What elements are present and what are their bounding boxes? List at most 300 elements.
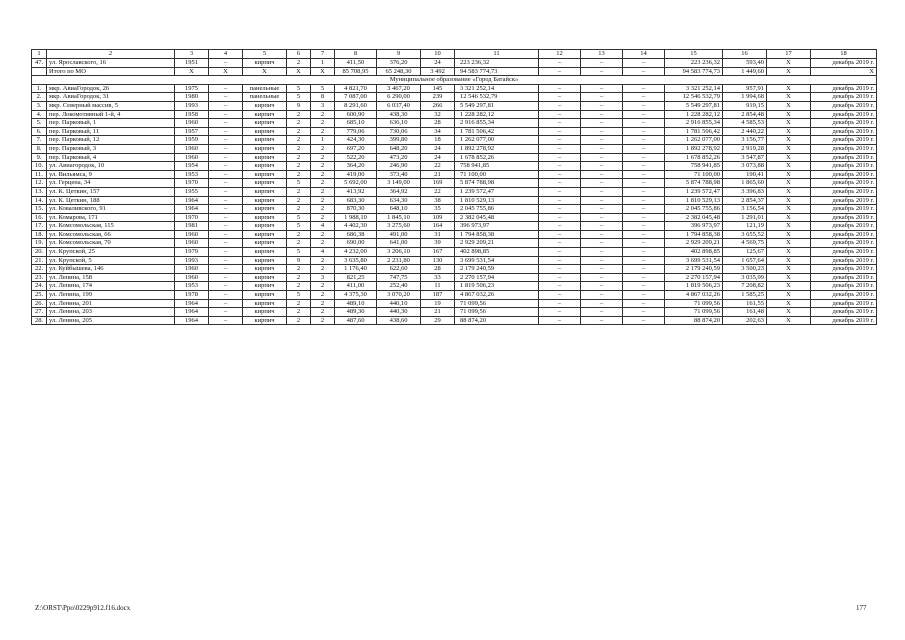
table-cell: мкр. Северный массив, 5 [47, 101, 175, 110]
table-cell: X [767, 110, 811, 119]
table-cell: декабрь 2019 г. [811, 205, 877, 214]
table-cell: – [581, 84, 623, 93]
table-cell: 411,00 [335, 282, 377, 291]
table-cell: X [767, 170, 811, 179]
table-cell: 2 854,48 [723, 110, 767, 119]
table-cell: 4 [311, 248, 335, 257]
table-cell: 522,20 [335, 153, 377, 162]
table-cell: – [623, 153, 665, 162]
table-cell: – [209, 222, 243, 231]
table-cell: 1960 [175, 273, 209, 282]
table-cell: декабрь 2019 г. [811, 170, 877, 179]
table-cell: – [581, 110, 623, 119]
table-cell: 33 [421, 273, 455, 282]
table-cell: 4 375,30 [335, 291, 377, 300]
table-cell: 2 [287, 316, 311, 325]
table-cell: 2 [287, 170, 311, 179]
table-cell: – [623, 196, 665, 205]
table-cell: – [623, 110, 665, 119]
table-cell: 424,30 [335, 136, 377, 145]
table-cell: 1 239 572,47 [665, 187, 723, 196]
table-cell: – [581, 299, 623, 308]
table-cell: – [539, 59, 581, 68]
table-row [32, 187, 877, 196]
table-cell: – [581, 273, 623, 282]
table-cell: 957,91 [723, 84, 767, 93]
table-cell: 2 [287, 265, 311, 274]
table-cell: 1 819 506,23 [665, 282, 723, 291]
table-cell: 1 262 077,00 [665, 136, 723, 145]
table-cell: 1 239 572,47 [455, 187, 539, 196]
table-cell: – [581, 239, 623, 248]
table-row [32, 282, 877, 291]
page-number: 177 [856, 604, 867, 612]
table-cell: – [581, 222, 623, 231]
table-cell: 26. [32, 299, 47, 308]
table-cell: кирпич [243, 265, 287, 274]
table-cell: 1 819 506,23 [455, 282, 539, 291]
table-cell: 373,40 [377, 170, 421, 179]
table-cell: декабрь 2019 г. [811, 230, 877, 239]
table-cell: 5 [287, 248, 311, 257]
table-cell: 473,20 [377, 153, 421, 162]
table-cell: 2 [311, 170, 335, 179]
table-cell: 1960 [175, 230, 209, 239]
table-cell: – [623, 84, 665, 93]
table-cell: – [623, 239, 665, 248]
table-cell: ул. К. Цеткин, 188 [47, 196, 175, 205]
table-row [32, 265, 877, 274]
table-cell: 6 [287, 50, 311, 59]
footer-file-path: Z:\ORST\Ppo\0229p912.f16.docx [35, 604, 131, 612]
table-cell: 396 973,97 [455, 222, 539, 231]
table-cell: – [581, 144, 623, 153]
table-cell: 4 402,30 [335, 222, 377, 231]
table-cell: – [539, 222, 581, 231]
table-cell: кирпич [243, 222, 287, 231]
table-row [32, 110, 877, 119]
table-cell: – [209, 265, 243, 274]
table-cell: 690,00 [335, 239, 377, 248]
table-cell: 697,20 [335, 144, 377, 153]
table-cell: 2 929 209,21 [665, 239, 723, 248]
table-cell: 402 898,85 [665, 248, 723, 257]
table-cell: кирпич [243, 256, 287, 265]
table-cell: 396 973,97 [665, 222, 723, 231]
table-cell: – [581, 59, 623, 68]
table-cell: – [623, 308, 665, 317]
table-cell: X [175, 67, 209, 76]
table-cell: X [767, 248, 811, 257]
table-cell: X [767, 316, 811, 325]
table-cell: – [539, 110, 581, 119]
table-cell: – [209, 119, 243, 128]
table-cell: – [209, 230, 243, 239]
table-cell: – [623, 222, 665, 231]
table-cell: – [539, 187, 581, 196]
table-cell: 125,67 [723, 248, 767, 257]
table-cell: 5 874 788,98 [665, 179, 723, 188]
table-cell: кирпич [243, 101, 287, 110]
table-cell: 1 892 278,92 [665, 144, 723, 153]
table-cell: декабрь 2019 г. [811, 59, 877, 68]
table-cell: 2 [311, 239, 335, 248]
table-cell: – [623, 144, 665, 153]
table-cell: кирпич [243, 136, 287, 145]
table-cell: – [539, 299, 581, 308]
table-cell: 202,63 [723, 316, 767, 325]
table-cell: 8. [32, 144, 47, 153]
table-cell: 24 [421, 59, 455, 68]
table-cell: 1964 [175, 299, 209, 308]
table-cell: 3. [32, 101, 47, 110]
table-cell: – [581, 282, 623, 291]
table-cell: 3 206,10 [377, 248, 421, 257]
table-cell: 821,25 [335, 273, 377, 282]
table-cell: кирпич [243, 205, 287, 214]
table-cell: 1 585,25 [723, 291, 767, 300]
table-cell: – [539, 84, 581, 93]
table-cell: кирпич [243, 119, 287, 128]
table-cell: – [539, 308, 581, 317]
table-cell: 440,10 [377, 299, 421, 308]
table-cell: ул. Куйбышева, 146 [47, 265, 175, 274]
table-cell: 2 [311, 291, 335, 300]
table-cell: 1958 [175, 110, 209, 119]
table-cell: 4. [32, 110, 47, 119]
table-cell: 5 [287, 291, 311, 300]
table-cell: декабрь 2019 г. [811, 93, 877, 102]
table-cell: 5 549 297,81 [455, 101, 539, 110]
table-cell: – [209, 187, 243, 196]
table-cell: декабрь 2019 г. [811, 84, 877, 93]
table-cell: 2 [311, 187, 335, 196]
table-cell: 4 232,00 [335, 248, 377, 257]
table-cell: – [209, 136, 243, 145]
table-cell: 3 275,60 [377, 222, 421, 231]
table-cell: 6. [32, 127, 47, 136]
table-cell: – [539, 196, 581, 205]
table-cell: мкр. АвиаГородок, 26 [47, 84, 175, 93]
table-row [32, 299, 877, 308]
table-cell: – [623, 265, 665, 274]
table-cell: 2 179 240,59 [455, 265, 539, 274]
table-cell: 1960 [175, 144, 209, 153]
table-cell: – [623, 213, 665, 222]
table-cell: ул. К. Цеткин, 157 [47, 187, 175, 196]
table-cell: 2 045 755,86 [665, 205, 723, 214]
table-cell: X [767, 265, 811, 274]
table-cell: 10 [421, 50, 455, 59]
table-cell: декабрь 2019 г. [811, 136, 877, 145]
table-cell: 20. [32, 248, 47, 257]
table-cell: ул. Ленина, 201 [47, 299, 175, 308]
table-cell: 1 262 077,00 [455, 136, 539, 145]
table-cell: 2 [287, 308, 311, 317]
table-cell: 24 [421, 153, 455, 162]
table-cell: 32 [421, 110, 455, 119]
table-cell: 2 [287, 119, 311, 128]
table-cell: 1 781 506,42 [665, 127, 723, 136]
table-row [32, 153, 877, 162]
table-cell: 1979 [175, 248, 209, 257]
table-cell: 1 794 858,38 [665, 230, 723, 239]
table-cell: 1 865,60 [723, 179, 767, 188]
table-cell: 9 [287, 101, 311, 110]
table-cell: 2 [311, 308, 335, 317]
table-cell: 1964 [175, 308, 209, 317]
table-row [32, 256, 877, 265]
table-cell: – [623, 248, 665, 257]
table-cell: Итого по МО [47, 67, 175, 76]
table-cell: 223 236,32 [665, 59, 723, 68]
table-cell: 18 [811, 50, 877, 59]
table-cell: 5 [287, 84, 311, 93]
table-cell: – [581, 316, 623, 325]
table-cell: – [539, 153, 581, 162]
table-cell: – [581, 93, 623, 102]
table-cell: 1960 [175, 239, 209, 248]
table-cell: – [539, 101, 581, 110]
table-cell: 2 [287, 239, 311, 248]
table-cell: 1960 [175, 265, 209, 274]
table-cell: ул. Комсомольская, 115 [47, 222, 175, 231]
table-cell: 491,00 [377, 230, 421, 239]
table-cell: X [767, 101, 811, 110]
table-cell: – [539, 179, 581, 188]
table-cell: 4 821,70 [335, 84, 377, 93]
table-cell: X [767, 144, 811, 153]
table-row [32, 136, 877, 145]
table-row [32, 84, 877, 93]
table-cell: 16. [32, 213, 47, 222]
table-cell: 164 [421, 222, 455, 231]
table-cell: – [581, 205, 623, 214]
table-cell: 29 [421, 316, 455, 325]
table-cell: X [767, 93, 811, 102]
table-cell: – [581, 187, 623, 196]
table-cell: кирпич [243, 170, 287, 179]
table-cell: 2 270 157,94 [455, 273, 539, 282]
table-cell: – [581, 179, 623, 188]
housing-table [31, 49, 877, 325]
table-cell: 686,38 [335, 230, 377, 239]
table-cell: 35 [421, 205, 455, 214]
table-cell: 2 [287, 187, 311, 196]
table-cell: 4 867 032,26 [455, 291, 539, 300]
table-cell: X [767, 291, 811, 300]
table-row [32, 316, 877, 325]
table-cell: – [539, 93, 581, 102]
table-cell: 2 [287, 196, 311, 205]
table-cell: 169 [421, 179, 455, 188]
table-cell: – [209, 213, 243, 222]
table-cell: кирпич [243, 153, 287, 162]
table-cell: 7 [311, 50, 335, 59]
table-cell: 1 228 282,12 [665, 110, 723, 119]
table-row [32, 213, 877, 222]
table-cell: 9. [32, 153, 47, 162]
table-cell: кирпич [243, 273, 287, 282]
table-cell: 22 [421, 162, 455, 171]
table-cell: X [767, 162, 811, 171]
table-cell: декабрь 2019 г. [811, 265, 877, 274]
table-cell: 2 [311, 144, 335, 153]
table-cell: 438,30 [377, 110, 421, 119]
table-cell: 5 [287, 93, 311, 102]
table-cell: 1960 [175, 119, 209, 128]
table-cell: пер. Парковый, 12 [47, 136, 175, 145]
table-cell: 1964 [175, 196, 209, 205]
table-cell: 1 228 282,12 [455, 110, 539, 119]
table-cell: X [767, 230, 811, 239]
table-cell: X [767, 213, 811, 222]
table-cell: 758 941,85 [455, 162, 539, 171]
table-cell: – [623, 119, 665, 128]
table-cell: 2 [311, 256, 335, 265]
table-cell: 3 467,20 [377, 84, 421, 93]
table-cell: декабрь 2019 г. [811, 291, 877, 300]
table-cell: 3 149,00 [377, 179, 421, 188]
table-row [32, 222, 877, 231]
table-cell: декабрь 2019 г. [811, 153, 877, 162]
table-cell: X [767, 119, 811, 128]
table-cell: 489,10 [335, 299, 377, 308]
table-cell: 161,48 [723, 308, 767, 317]
table-cell: 239 [421, 93, 455, 102]
table-cell: декабрь 2019 г. [811, 273, 877, 282]
table-cell: X [767, 256, 811, 265]
table-cell: 17. [32, 222, 47, 231]
table-cell: 21 [421, 170, 455, 179]
table-cell: 109 [421, 213, 455, 222]
table-cell: 2 [311, 153, 335, 162]
table-cell: декабрь 2019 г. [811, 282, 877, 291]
table-cell: – [539, 119, 581, 128]
table-row [32, 162, 877, 171]
table-cell: кирпич [243, 308, 287, 317]
table-row [32, 119, 877, 128]
table-cell: 2 916 855,34 [455, 119, 539, 128]
table-cell: ул. Крупской, 25 [47, 248, 175, 257]
table-cell: 2 [287, 299, 311, 308]
table-cell: 3 655,52 [723, 230, 767, 239]
table-cell: X [767, 136, 811, 145]
table-cell: 71 099,56 [665, 308, 723, 317]
table-row [32, 291, 877, 300]
table-cell: 2 382 045,48 [455, 213, 539, 222]
table-cell: – [209, 299, 243, 308]
table-cell: 3 699 531,54 [455, 256, 539, 265]
table-cell: ул. Крупской, 5 [47, 256, 175, 265]
table-cell: – [539, 127, 581, 136]
table-cell: 6 037,40 [377, 101, 421, 110]
table-cell: 1 988,10 [335, 213, 377, 222]
table-cell: X [767, 179, 811, 188]
table-cell: X [767, 273, 811, 282]
table-row [32, 179, 877, 188]
table-cell: 3 073,88 [723, 162, 767, 171]
table-cell: 1954 [175, 162, 209, 171]
table-cell: – [623, 179, 665, 188]
table-cell: 88 874,20 [455, 316, 539, 325]
table-cell: 71 100,00 [665, 170, 723, 179]
table-cell: 266 [421, 101, 455, 110]
table-cell: – [623, 67, 665, 76]
table-cell: – [581, 230, 623, 239]
table-cell: декабрь 2019 г. [811, 213, 877, 222]
table-cell: X [767, 67, 811, 76]
table-cell: 21. [32, 256, 47, 265]
table-cell: – [539, 256, 581, 265]
table-cell: 12 546 532,79 [455, 93, 539, 102]
table-cell: 13. [32, 187, 47, 196]
table-cell: – [539, 136, 581, 145]
table-cell: 1957 [175, 127, 209, 136]
table-cell: ул. Ленина, 158 [47, 273, 175, 282]
table-cell: пер. Парковый, 1 [47, 119, 175, 128]
table-cell: кирпич [243, 291, 287, 300]
table-cell: – [623, 187, 665, 196]
table-cell: декабрь 2019 г. [811, 308, 877, 317]
table-cell: 419,00 [335, 170, 377, 179]
table-cell: кирпич [243, 59, 287, 68]
table-cell: – [623, 291, 665, 300]
table-cell: 71 100,00 [455, 170, 539, 179]
table-cell: 3 396,83 [723, 187, 767, 196]
table-cell: 1981 [175, 222, 209, 231]
table-cell: 2 231,80 [377, 256, 421, 265]
table-cell: 5 874 788,98 [455, 179, 539, 188]
table-cell: кирпич [243, 187, 287, 196]
table-cell: X [767, 187, 811, 196]
table-cell: – [209, 153, 243, 162]
table-cell: X [243, 67, 287, 76]
table-cell: – [209, 59, 243, 68]
table-cell: 636,10 [377, 119, 421, 128]
table-cell: 2 [311, 316, 335, 325]
table-cell: 440,30 [377, 308, 421, 317]
table-cell: – [581, 213, 623, 222]
table-cell: 2 [311, 282, 335, 291]
table-cell: 12 546 532,79 [665, 93, 723, 102]
table-cell: 5. [32, 119, 47, 128]
table-cell: – [623, 256, 665, 265]
table-cell: 2 [287, 136, 311, 145]
table-cell: декабрь 2019 г. [811, 196, 877, 205]
table-cell: 3 156,77 [723, 136, 767, 145]
table-row [32, 248, 877, 257]
table-cell: декабрь 2019 г. [811, 299, 877, 308]
table-cell: 145 [421, 84, 455, 93]
table-cell: кирпич [243, 299, 287, 308]
table-cell: 2 045 755,86 [455, 205, 539, 214]
table-cell: X [767, 239, 811, 248]
table-cell: 1993 [175, 101, 209, 110]
table-cell: 634,30 [377, 196, 421, 205]
table-cell: 593,40 [723, 59, 767, 68]
table-row [32, 239, 877, 248]
table-cell: – [623, 127, 665, 136]
table-cell: – [623, 59, 665, 68]
table-cell: – [581, 256, 623, 265]
table-cell: панельные [243, 84, 287, 93]
table-cell: – [209, 101, 243, 110]
table-cell: 622,60 [377, 265, 421, 274]
table-cell: 5 [311, 84, 335, 93]
table-cell: 2 [287, 273, 311, 282]
table-cell: 14. [32, 196, 47, 205]
